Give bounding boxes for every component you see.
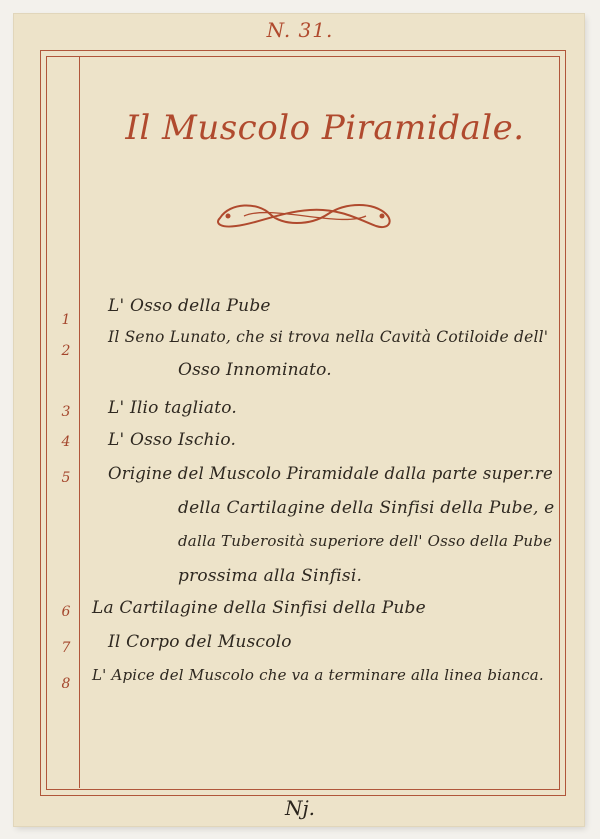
legend-number: 8	[61, 676, 71, 692]
legend-line: L' Osso Ischio.	[108, 430, 237, 450]
margin-rule	[79, 57, 80, 788]
legend-line: L' Apice del Muscolo che va a terminare alla linea bianca.	[92, 666, 544, 684]
legend-line: dalla Tuberosità superiore dell' Osso della Pube	[178, 532, 553, 550]
legend-number: 5	[61, 470, 71, 486]
legend-line: prossima alla Sinfisi.	[178, 566, 363, 586]
plate-number: N. 31.	[266, 18, 334, 42]
calligraphic-flourish	[210, 196, 400, 236]
legend-number: 3	[61, 404, 71, 420]
legend-line: La Cartilagine della Sinfisi della Pube	[92, 598, 426, 618]
legend-number: 6	[61, 604, 71, 620]
legend-line: Origine del Muscolo Piramidale dalla parte super.re	[108, 464, 553, 483]
legend-line: Osso Innominato.	[178, 360, 332, 380]
legend-number: 7	[61, 640, 71, 656]
signature-mark: Nj.	[284, 796, 316, 820]
legend-line: della Cartilagine della Sinfisi della Pube, e	[178, 498, 555, 518]
page-title: Il Muscolo Piramidale.	[125, 108, 525, 148]
legend-number: 4	[61, 434, 71, 450]
legend-line: Il Seno Lunato, che si trova nella Cavità Cotiloide dell'	[108, 328, 549, 346]
legend-line: L' Ilio tagliato.	[108, 398, 238, 418]
legend-line: Il Corpo del Muscolo	[108, 632, 292, 652]
legend-line: L' Osso della Pube	[108, 296, 271, 316]
legend-number: 2	[61, 343, 71, 359]
legend-number: 1	[61, 312, 71, 328]
